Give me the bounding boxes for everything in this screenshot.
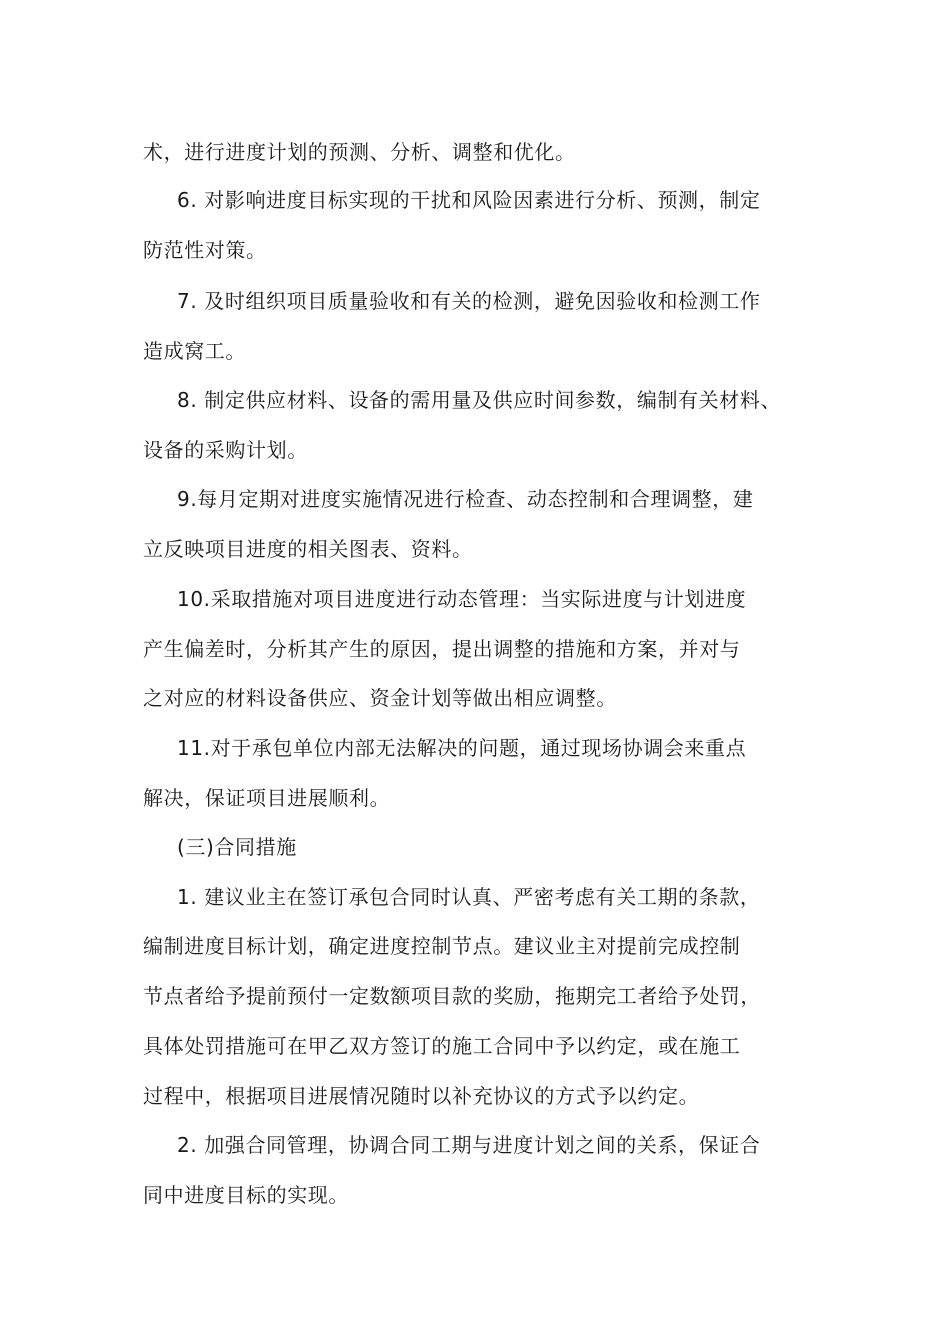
text-line: 之对应的材料设备供应、资金计划等做出相应调整。 [143, 686, 617, 710]
text-line: 具体处罚措施可在甲乙双方签订的施工合同中予以约定，或在施工 [143, 1034, 741, 1058]
text-line: 10.采取措施对项目进度进行动态管理：当实际进度与计划进度 [177, 587, 747, 611]
text-line: 2. 加强合同管理，协调合同工期与进度计划之间的关系，保证合 [177, 1133, 761, 1157]
text-line: 节点者给予提前预付一定数额项目款的奖励，拖期完工者给予处罚， [143, 984, 761, 1008]
text-line: 8. 制定供应材料、设备的需用量及供应时间参数，编制有关材料、 [177, 388, 782, 412]
text-line: 造成窝工。 [143, 339, 246, 363]
text-line: 术，进行进度计划的预测、分析、调整和优化。 [143, 140, 576, 164]
text-line: 6. 对影响进度目标实现的干扰和风险因素进行分析、预测，制定 [177, 188, 761, 212]
text-line: 编制进度目标计划，确定进度控制节点。建议业主对提前完成控制 [143, 934, 741, 958]
text-line: 同中进度目标的实现。 [143, 1183, 349, 1207]
text-line: 7. 及时组织项目质量验收和有关的检测，避免因验收和检测工作 [177, 289, 761, 313]
section-heading: (三)合同措施 [177, 835, 297, 859]
text-line: 11.对于承包单位内部无法解决的问题，通过现场协调会来重点 [177, 736, 747, 760]
text-line: 立反映项目进度的相关图表、资料。 [143, 537, 473, 561]
text-line: 解决，保证项目进展顺利。 [143, 786, 391, 810]
text-line: 9.每月定期对进度实施情况进行检查、动态控制和合理调整，建 [177, 487, 754, 511]
text-line: 设备的采购计划。 [143, 438, 308, 462]
text-line: 1. 建议业主在签订承包合同时认真、严密考虑有关工期的条款， [177, 885, 761, 909]
text-line: 产生偏差时，分析其产生的原因，提出调整的措施和方案，并对与 [143, 637, 741, 661]
text-line: 过程中，根据项目进展情况随时以补充协议的方式予以约定。 [143, 1084, 700, 1108]
text-line: 防范性对策。 [143, 238, 267, 262]
